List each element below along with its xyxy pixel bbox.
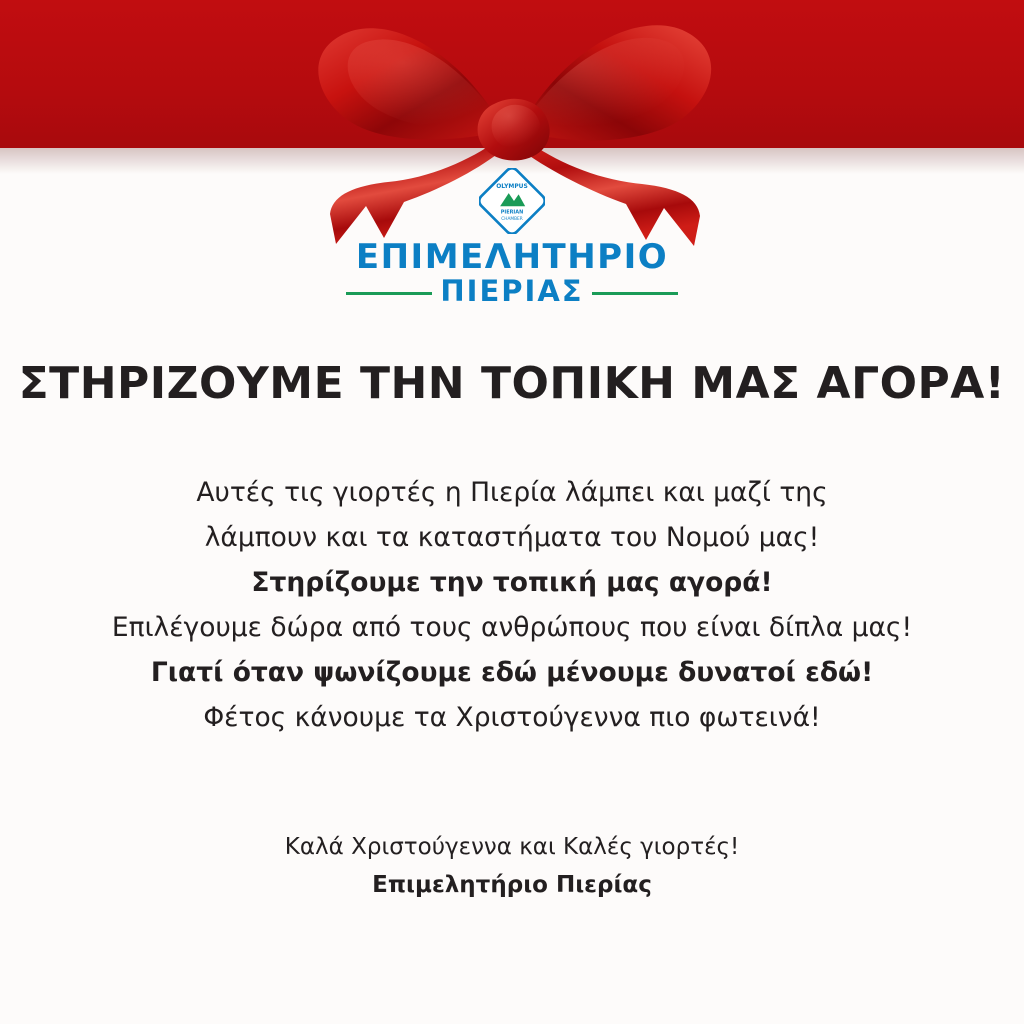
logo-line-two [432, 273, 591, 308]
logo-line-two-text: ΠΙΕΡΙΑΣ [440, 273, 584, 308]
body-line: Αυτές τις γιορτές η Πιερία λάμπει και μαζί της [196, 477, 828, 508]
chamber-logo [0, 168, 1024, 308]
footer-greeting: Καλά Χριστούγεννα και Καλές γιορτές! [284, 834, 740, 860]
footer [0, 828, 1024, 904]
body-line: Γιατί όταν ψωνίζουμε εδώ μένουμε δυνατοί εδώ! [150, 657, 874, 688]
logo-rule-left [346, 292, 432, 295]
body-line: λάμπουν και τα καταστήματα του Νομού μας! [204, 522, 820, 553]
logo-line-one: ΕΠΙΜΕΛΗΤΗΡΙΟ [355, 237, 669, 277]
body-line: Επιλέγουμε δώρα από τους ανθρώπους που είναι δίπλα μας! [111, 612, 913, 643]
body-copy [0, 470, 1024, 740]
svg-text:CHAMBER: CHAMBER [501, 217, 523, 223]
logo-rule-right [592, 292, 678, 295]
olympus-pierian-chamber-emblem-icon [479, 168, 545, 234]
svg-text:PIERIAN: PIERIAN [500, 209, 524, 216]
svg-text:OLYMPUS: OLYMPUS [496, 182, 528, 190]
page-title: ΣΤΗΡΙΖΟΥΜΕ ΤΗΝ ΤΟΠΙΚΗ ΜΑΣ ΑΓΟΡΑ! [18, 358, 1006, 409]
body-line: Φέτος κάνουμε τα Χριστούγεννα πιο φωτεινά! [203, 702, 821, 733]
body-line: Στηρίζουμε την τοπική μας αγορά! [251, 567, 773, 598]
footer-signature: Επιμελητήριο Πιερίας [372, 872, 652, 898]
